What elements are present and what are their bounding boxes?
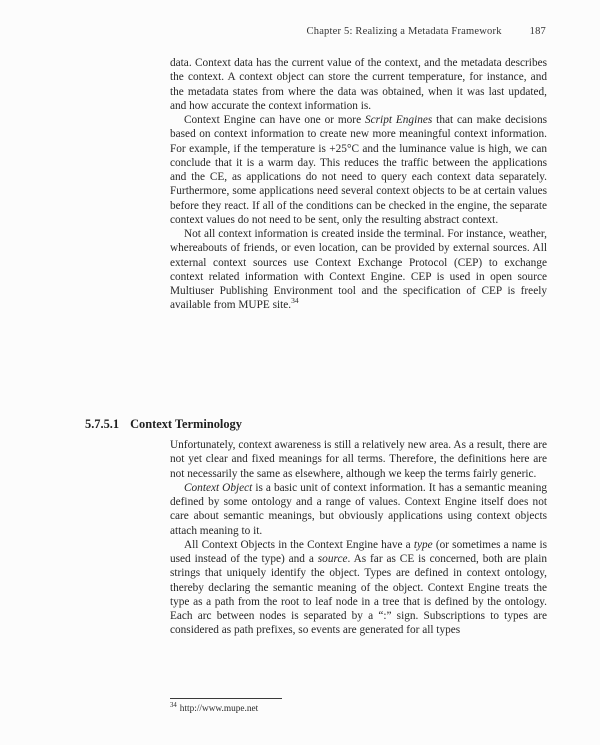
italic-text-run: type bbox=[413, 538, 433, 551]
section-heading bbox=[85, 417, 242, 432]
italic-text-run: Context Object bbox=[184, 481, 253, 494]
section-heading-title: Context Terminology bbox=[130, 417, 242, 431]
footnote-url: http://www.mupe.net bbox=[179, 704, 259, 714]
footnote-rule bbox=[170, 698, 282, 699]
paragraph bbox=[170, 438, 547, 481]
running-header bbox=[0, 26, 546, 37]
body-text-before-heading bbox=[170, 56, 547, 313]
page-number: 187 bbox=[529, 26, 546, 37]
italic-text-run: Script Engines bbox=[365, 114, 433, 126]
footnote-line bbox=[170, 701, 547, 714]
paragraph bbox=[170, 227, 547, 313]
footnote-reference: 34 bbox=[291, 296, 299, 306]
paragraph bbox=[170, 538, 547, 638]
footnote-marker: 34 bbox=[170, 701, 177, 709]
text-run: Unfortunately, context awareness is still a relatively new area. As a result, there are not yet clear and fixed meanings for all terms. Therefore, the definitions here are not necessarily the same as elsewhere, although we keep the terms fairly generic. bbox=[170, 439, 547, 480]
text-run: Not all context information is created inside the terminal. For instance, weather, whereabouts of friends, or even location, can be provided by external sources. All external context sources use Context Exchange Protocol (CEP) to exchange context related information with Context Engine. CEP is used in open source Multiuser Publishing Environment tool and the specification of CEP is freely available from MUPE site. bbox=[170, 228, 547, 312]
footnote bbox=[170, 698, 547, 714]
text-run: Context Engine can have one or more bbox=[184, 114, 365, 126]
text-run: is a basic unit of context information. It has a semantic meaning defined by some ontology and a range of values. Context Engine itself does not care about semantic meanings, but obviously applications using context objects attach meaning to it. bbox=[170, 481, 547, 537]
text-run: data. Context data has the current value of the context, and the metadata describes the context. A context object can store the current temperature, for instance, and the metadata states from where the data was obtained, when it was last updated, and how accurate the context information is. bbox=[170, 57, 547, 112]
italic-text-run: source bbox=[317, 553, 348, 565]
paragraph bbox=[170, 481, 547, 538]
text-run: (or sometimes a name is used instead of the type) and a bbox=[170, 538, 547, 565]
text-run: that can make decisions based on context information to create new more meaningful context information. For example, if the temperature is +25°C and the luminance value is high, we can conclude that it is a warm day. This reduces the traffic between the applications and the CE, as applications do not need to query each context data separately. Furthermore, some applications need several context objects to be at certain values before they react. If all of the conditions can be checked in the engine, the separate context values do not need to be sent, only the resulting abstract context. bbox=[170, 114, 547, 226]
paragraph bbox=[170, 113, 547, 227]
section-heading-number: 5.7.5.1 bbox=[85, 417, 120, 431]
text-run: All Context Objects in the Context Engine have a bbox=[184, 538, 414, 551]
body-text-after-heading bbox=[170, 438, 547, 638]
running-head-title: Chapter 5: Realizing a Metadata Framework bbox=[306, 26, 502, 37]
paragraph bbox=[170, 56, 547, 113]
text-run: . As far as CE is concerned, both are plain strings that uniquely identify the object. Types are defined in context ontology, thereby declaring the semantic meaning of the object. Context Engine treats the type as a path from the root to leaf node in a tree that is defined by the ontology. Each arc between nodes is separated by a “:” sign. Subscriptions to types are considered as path prefixes, so events are generated for all types bbox=[170, 553, 547, 637]
